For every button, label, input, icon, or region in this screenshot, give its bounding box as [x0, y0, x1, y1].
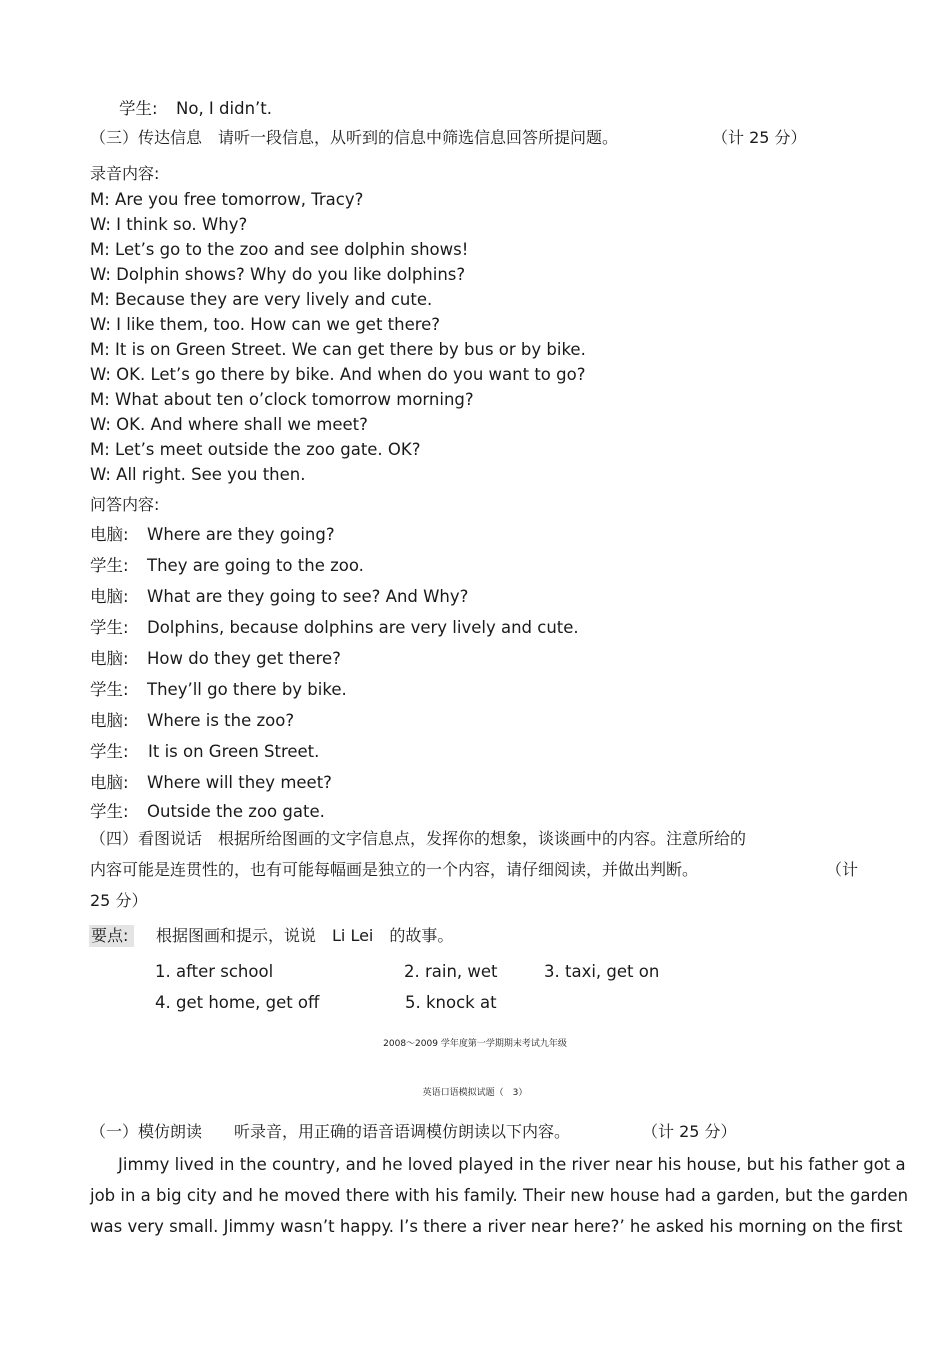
qa-text: Where is the zoo?	[147, 711, 295, 730]
speaker-label: 学生:	[119, 99, 158, 118]
qa-speaker: 学生:	[90, 556, 129, 575]
qa-speaker: 电脑:	[90, 711, 129, 730]
exam-title-line-1: 2008～2009 学年度第一学期期末考试九年级	[383, 1039, 567, 1049]
section-4-score-end: 25 分）	[90, 891, 148, 910]
qa-speaker: 电脑:	[90, 773, 129, 792]
dialogue-line: M: It is on Green Street. We can get there by bus or by bike.	[90, 340, 586, 359]
dialogue-line: M: Let’s go to the zoo and see dolphin shows!	[90, 240, 469, 259]
qa-text: Where are they going?	[147, 525, 335, 544]
qa-text: It is on Green Street.	[148, 742, 320, 761]
key-point: 3. taxi, get on	[544, 962, 660, 981]
dialogue-line: W: I think so. Why?	[90, 215, 248, 234]
key-point: 2. rain, wet	[404, 962, 498, 981]
section-4-line-1: （四）看图说话 根据所给图画的文字信息点，发挥你的想象，谈谈画中的内容。注意所给的	[90, 829, 747, 848]
qa-speaker: 电脑:	[90, 649, 129, 668]
qa-speaker: 电脑:	[90, 525, 129, 544]
dialogue-line: M: Because they are very lively and cute.	[90, 290, 433, 309]
qa-speaker: 电脑:	[90, 587, 129, 606]
qa-text: What are they going to see? And Why?	[147, 587, 469, 606]
passage-line: job in a big city and he moved there with his family. Their new house had a garden, but the garden	[90, 1186, 909, 1205]
qa-text: How do they get there?	[147, 649, 341, 668]
section-3-title: （三）传达信息 请听一段信息，从听到的信息中筛选信息回答所提问题。	[90, 128, 619, 147]
exam-title-line-2: 英语口语模拟试题（ 3）	[422, 1088, 528, 1098]
section-3-score: （计 25 分）	[712, 128, 807, 147]
key-points-text: 根据图画和提示，说说 Li Lei 的故事。	[156, 926, 454, 945]
key-point: 5. knock at	[405, 993, 497, 1012]
dialogue-line: W: OK. And where shall we meet?	[90, 415, 368, 434]
dialogue-line: W: Dolphin shows? Why do you like dolphins?	[90, 265, 466, 284]
dialogue-line: W: I like them, too. How can we get there?	[90, 315, 441, 334]
qa-speaker: 学生:	[90, 618, 129, 637]
section-4-line-2: 内容可能是连贯性的，也有可能每幅画是独立的一个内容，请仔细阅读，并做出判断。	[90, 860, 699, 879]
qa-speaker: 学生:	[90, 742, 129, 761]
passage-line: Jimmy lived in the country, and he loved played in the river near his house, but his father got a	[118, 1155, 906, 1174]
qa-text: They are going to the zoo.	[147, 556, 364, 575]
key-point: 1. after school	[155, 962, 274, 981]
section-4-score-start: （计	[826, 860, 859, 879]
qa-speaker: 学生:	[90, 802, 129, 821]
section-1-title: （一）模仿朗读 听录音，用正确的语音语调模仿朗读以下内容。	[90, 1122, 571, 1141]
dialogue-line: W: All right. See you then.	[90, 465, 306, 484]
key-points-label: 要点:	[89, 925, 134, 947]
dialogue-line: W: OK. Let’s go there by bike. And when do you want to go?	[90, 365, 586, 384]
dialogue-line: M: What about ten o’clock tomorrow morning?	[90, 390, 474, 409]
qa-speaker: 学生:	[90, 680, 129, 699]
section-1-score: （计 25 分）	[642, 1122, 737, 1141]
qa-label: 问答内容:	[90, 495, 160, 514]
qa-text: Dolphins, because dolphins are very lively and cute.	[147, 618, 579, 637]
recording-label: 录音内容:	[90, 164, 160, 183]
qa-text: Outside the zoo gate.	[147, 802, 325, 821]
answer-text: No, I didn’t.	[176, 99, 272, 118]
key-point: 4. get home, get off	[155, 993, 320, 1012]
qa-text: Where will they meet?	[147, 773, 332, 792]
qa-text: They’ll go there by bike.	[147, 680, 347, 699]
dialogue-line: M: Let’s meet outside the zoo gate. OK?	[90, 440, 421, 459]
passage-line: was very small. Jimmy wasn’t happy. I’s there a river near here?’ he asked his morning on the first	[90, 1217, 903, 1236]
dialogue-line: M: Are you free tomorrow, Tracy?	[90, 190, 364, 209]
